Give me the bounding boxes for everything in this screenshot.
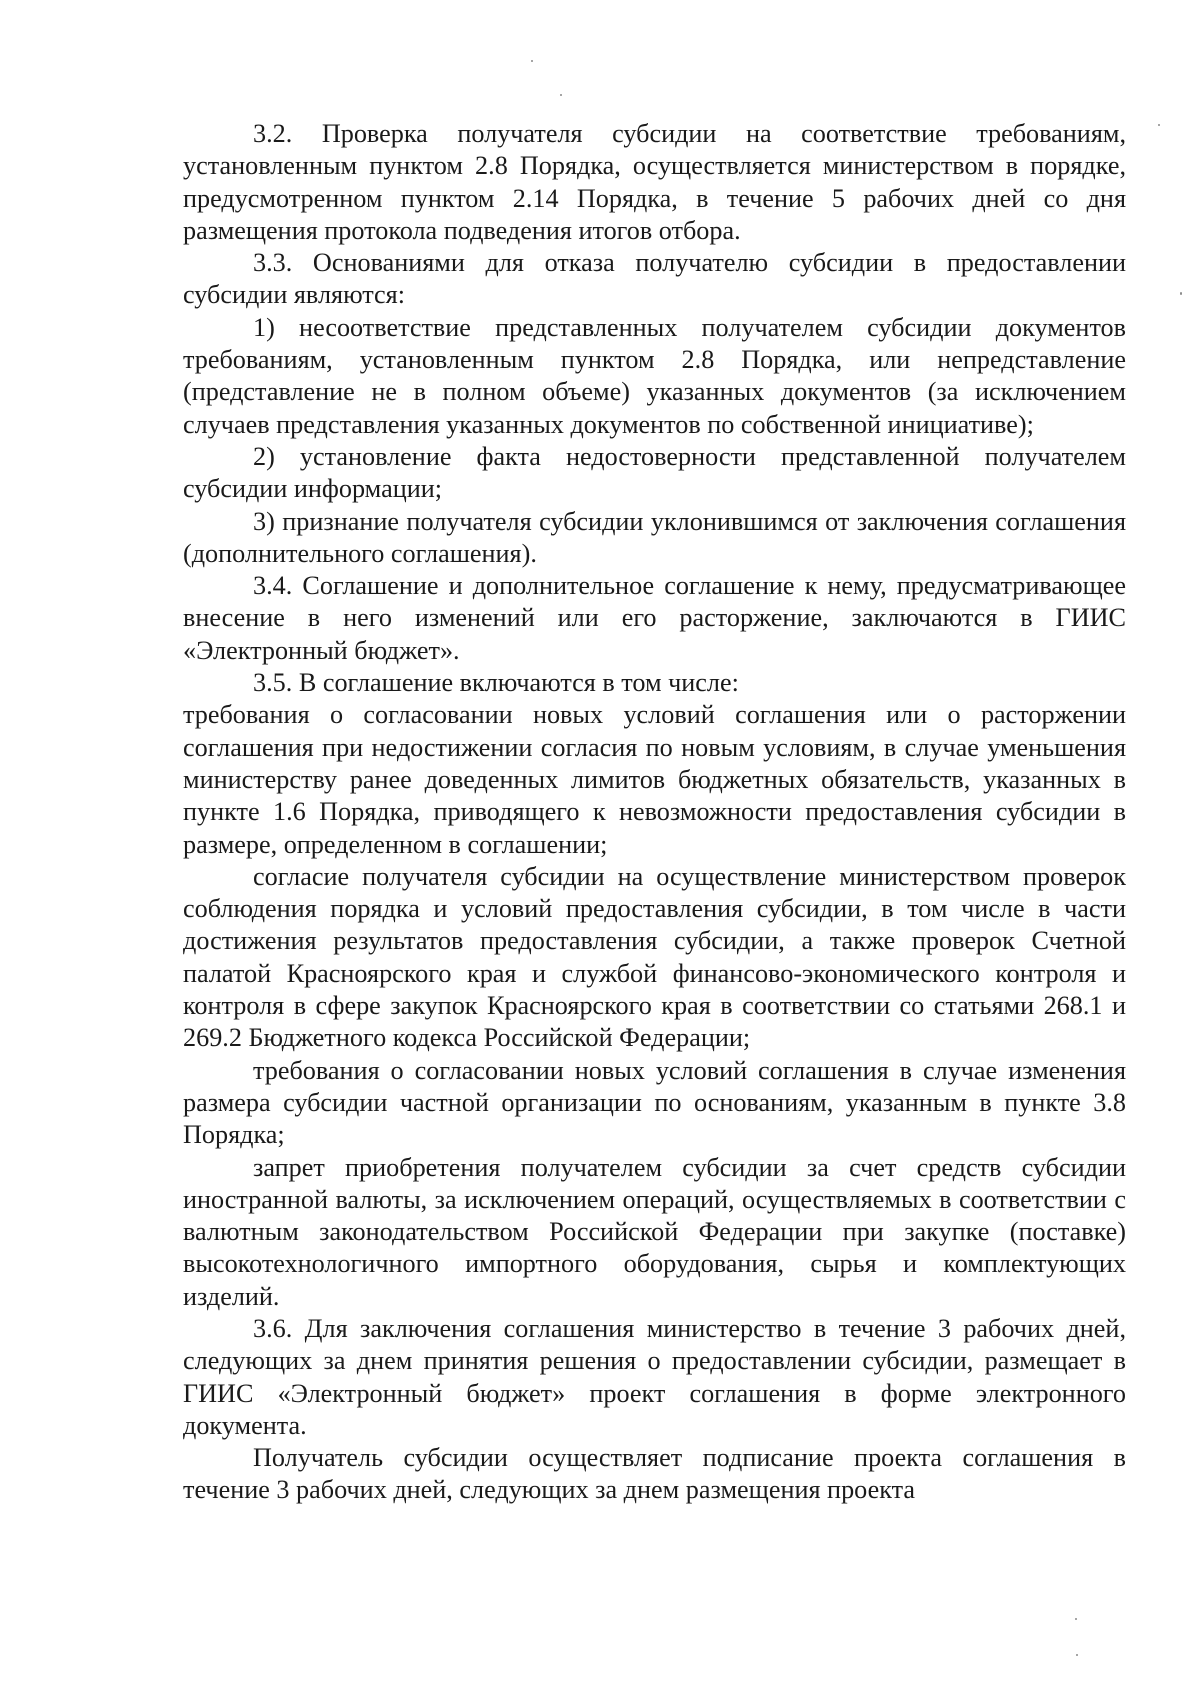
paragraph-3-5-consent: согласие получателя субсидии на осуществление министерством проверок соблюдения порядка и условий предоставления субсидии, в том числе в части достижения результатов предоставления субсидии, а также проверок Счетной палатой Красноярского края и службой финансово-экономического контроля и контроля в сфере закупок Красноярского края в соответствии со статьями 268.1 и 269.2 Бюджетного кодекса Российской Федерации;: [183, 861, 1126, 1053]
paragraph-3-2: 3.2. Проверка получателя субсидии на соответствие требованиям, установленным пунктом 2.8 Порядка, осуществляется министерством в порядке, предусмотренном пунктом 2.14 Порядка, в течение 5 рабочих дней со дня размещения протокола подведения итогов отбора.: [183, 119, 1126, 245]
paragraph-3-5-coordination: требования о согласовании новых условий соглашения в случае изменения размера субсидии частной организации по основаниям, указанным в пункте 3.8 Порядка;: [183, 1055, 1126, 1150]
paragraph-3-3: 3.3. Основаниями для отказа получателю субсидии в предоставлении субсидии являются:: [183, 248, 1126, 310]
paragraph-3-3-item-3: 3) признание получателя субсидии уклонившимся от заключения соглашения (дополнительного соглашения).: [183, 506, 1126, 568]
paragraph-3-5-currency-ban: запрет приобретения получателем субсидии за счет средств субсидии иностранной валюты, за исключением операций, осуществляемых в соответствии с валютным законодательством Российской Федерации при закупке (поставке) высокотехнологичного импортного оборудования, сырья и комплектующих изделий.: [183, 1152, 1126, 1311]
scan-speck: [1076, 1654, 1078, 1656]
paragraph-3-6: 3.6. Для заключения соглашения министерство в течение 3 рабочих дней, следующих за днем принятия решения о предоставлении субсидии, размещает в ГИИС «Электронный бюджет» проект соглашения в форме электронного документа.: [183, 1313, 1126, 1440]
paragraph-3-6-signing: Получатель субсидии осуществляет подписание проекта соглашения в течение 3 рабочих дней, следующих за днем размещения проекта: [183, 1443, 1126, 1505]
paragraph-3-5: 3.5. В соглашение включаются в том числе:: [253, 668, 739, 698]
paragraph-3-3-item-1: 1) несоответствие представленных получателем субсидии документов требованиям, установленным пунктом 2.8 Порядка, или непредставление (представление не в полном объеме) указанных документов (за исключением случаев представления указанных документов по собственной инициативе);: [183, 312, 1126, 439]
scan-speck: [1158, 124, 1160, 126]
paragraph-3-3-item-2: 2) установление факта недостоверности представленной получателем субсидии информации;: [183, 441, 1126, 504]
scan-speck: [531, 60, 533, 62]
scan-speck: [1180, 292, 1182, 295]
scan-speck: [1075, 1618, 1077, 1620]
scan-speck: [560, 94, 562, 96]
document-body: [183, 118, 1126, 1507]
paragraph-3-4: 3.4. Соглашение и дополнительное соглашение к нему, предусматривающее внесение в него изменений или его расторжение, заключаются в ГИИС «Электронный бюджет».: [183, 571, 1126, 665]
paragraph-3-5-requirements: требования о согласовании новых условий соглашения или о расторжении соглашения при недостижении согласия по новым условиям, в случае уменьшения министерству ранее доведенных лимитов бюджетных обязательств, указанных в пункте 1.6 Порядка, приводящего к невозможности предоставления субсидии в размере, определенном в соглашении;: [183, 700, 1126, 859]
